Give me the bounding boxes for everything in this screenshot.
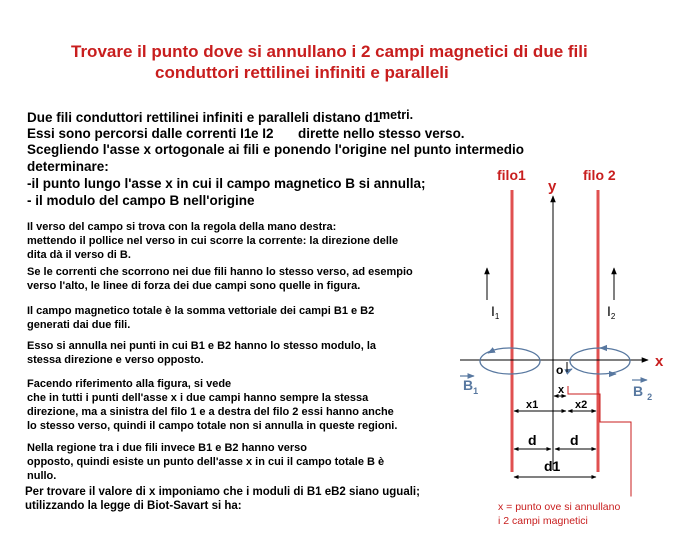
d1-label: d1 <box>544 458 561 474</box>
current-i1-subscript: 1 <box>494 312 500 321</box>
y-axis-label: y <box>548 178 557 195</box>
callout-line-1: x = punto ove si annullano <box>498 501 621 513</box>
x1-label: x1 <box>526 399 539 411</box>
paragraph-line: generati dai due fili. <box>27 319 131 331</box>
intro-line-1a: Due fili conduttori rettilinei infiniti e paralleli distano d1 <box>27 110 381 125</box>
intro-line-2c: dirette nello stesso verso. <box>298 126 465 141</box>
filo2-label: filo 2 <box>583 167 616 183</box>
b2-label <box>633 383 652 402</box>
b2-subscript: 2 <box>647 392 653 402</box>
current-i2-subscript: 2 <box>610 312 616 321</box>
title-line-2: conduttori rettilinei infiniti e paralleli <box>155 63 449 82</box>
intro-line-4: determinare: <box>27 159 109 174</box>
paragraph-line: utilizzando la legge di Biot-Savart si ha: <box>25 500 242 512</box>
paragraph-line: direzione, ma a sinistra del filo 1 e a destra del filo 2 essi hanno anche <box>27 406 394 418</box>
filo1-label: filo1 <box>497 167 526 183</box>
paragraph-line: Facendo riferimento alla figura, si vede <box>27 378 232 390</box>
paragraph-line: dita dà il verso di B. <box>27 249 131 261</box>
b1-subscript: 1 <box>473 386 479 396</box>
intro-line-2b: e I2 <box>251 126 274 141</box>
x-axis-label: x <box>655 353 664 370</box>
paragraph-line: lo stesso verso, quindi il campo totale non si annulla in queste regioni. <box>27 420 398 432</box>
intro-line-2a: Essi sono percorsi dalle correnti I1 <box>27 126 252 141</box>
intro-line-5: -il punto lungo l'asse x in cui il campo magnetico B si annulla; <box>27 176 426 191</box>
b2-letter: B <box>633 383 644 399</box>
b1-letter: B <box>463 377 474 393</box>
x2-label: x2 <box>575 399 588 411</box>
paragraph-line: che in tutti i punti dell'asse x i due campi hanno sempre la stessa <box>27 392 369 404</box>
paragraph-line: nullo. <box>27 470 57 482</box>
b1-label <box>463 377 478 396</box>
origin-label: o <box>556 363 564 377</box>
intro-line-1b: metri. <box>379 108 414 122</box>
current-i2-label <box>607 303 616 321</box>
callout-line-2: i 2 campi magnetici <box>498 515 588 527</box>
paragraph-line: Esso si annulla nei punti in cui B1 e B2 hanno lo stesso modulo, la <box>27 340 377 352</box>
current-i2-letter: I <box>607 303 611 319</box>
paragraph-line: Il campo magnetico totale è la somma vettoriale dei campi B1 e B2 <box>27 305 375 317</box>
d-left-label: d <box>528 432 537 448</box>
current-i1-label <box>491 303 500 321</box>
current-i1-letter: I <box>491 303 495 319</box>
paragraph-line: Per trovare il valore di x imponiamo che i moduli di B1 eB2 siano uguali; <box>25 486 420 498</box>
paragraph-line: verso l'alto, le linee di forza dei due campi sono quelle in figura. <box>27 280 361 292</box>
field-loop-wire-2 <box>570 348 630 374</box>
paragraph-line: Nella regione tra i due fili invece B1 e B2 hanno verso <box>27 442 307 454</box>
intro-line-6: - il modulo del campo B nell'origine <box>27 193 255 208</box>
x-point-label: x <box>558 384 565 396</box>
paragraph-line: opposto, quindi esiste un punto dell'asse x in cui il campo totale B è <box>27 456 385 468</box>
paragraph-line: Il verso del campo si trova con la regola della mano destra: <box>27 221 337 233</box>
intro-line-3: Scegliendo l'asse x ortogonale ai fili e ponendo l'origine nel punto intermedio <box>27 142 524 157</box>
paragraph-line: stessa direzione e verso opposto. <box>27 354 204 366</box>
paragraph-line: Se le correnti che scorrono nei due fili hanno lo stesso verso, ad esempio <box>27 266 413 278</box>
d-right-label: d <box>570 432 579 448</box>
paragraph-line: mettendo il pollice nel verso in cui scorre la corrente: la direzione delle <box>27 235 399 247</box>
title-line-1: Trovare il punto dove si annullano i 2 campi magnetici di due fili <box>71 42 588 61</box>
